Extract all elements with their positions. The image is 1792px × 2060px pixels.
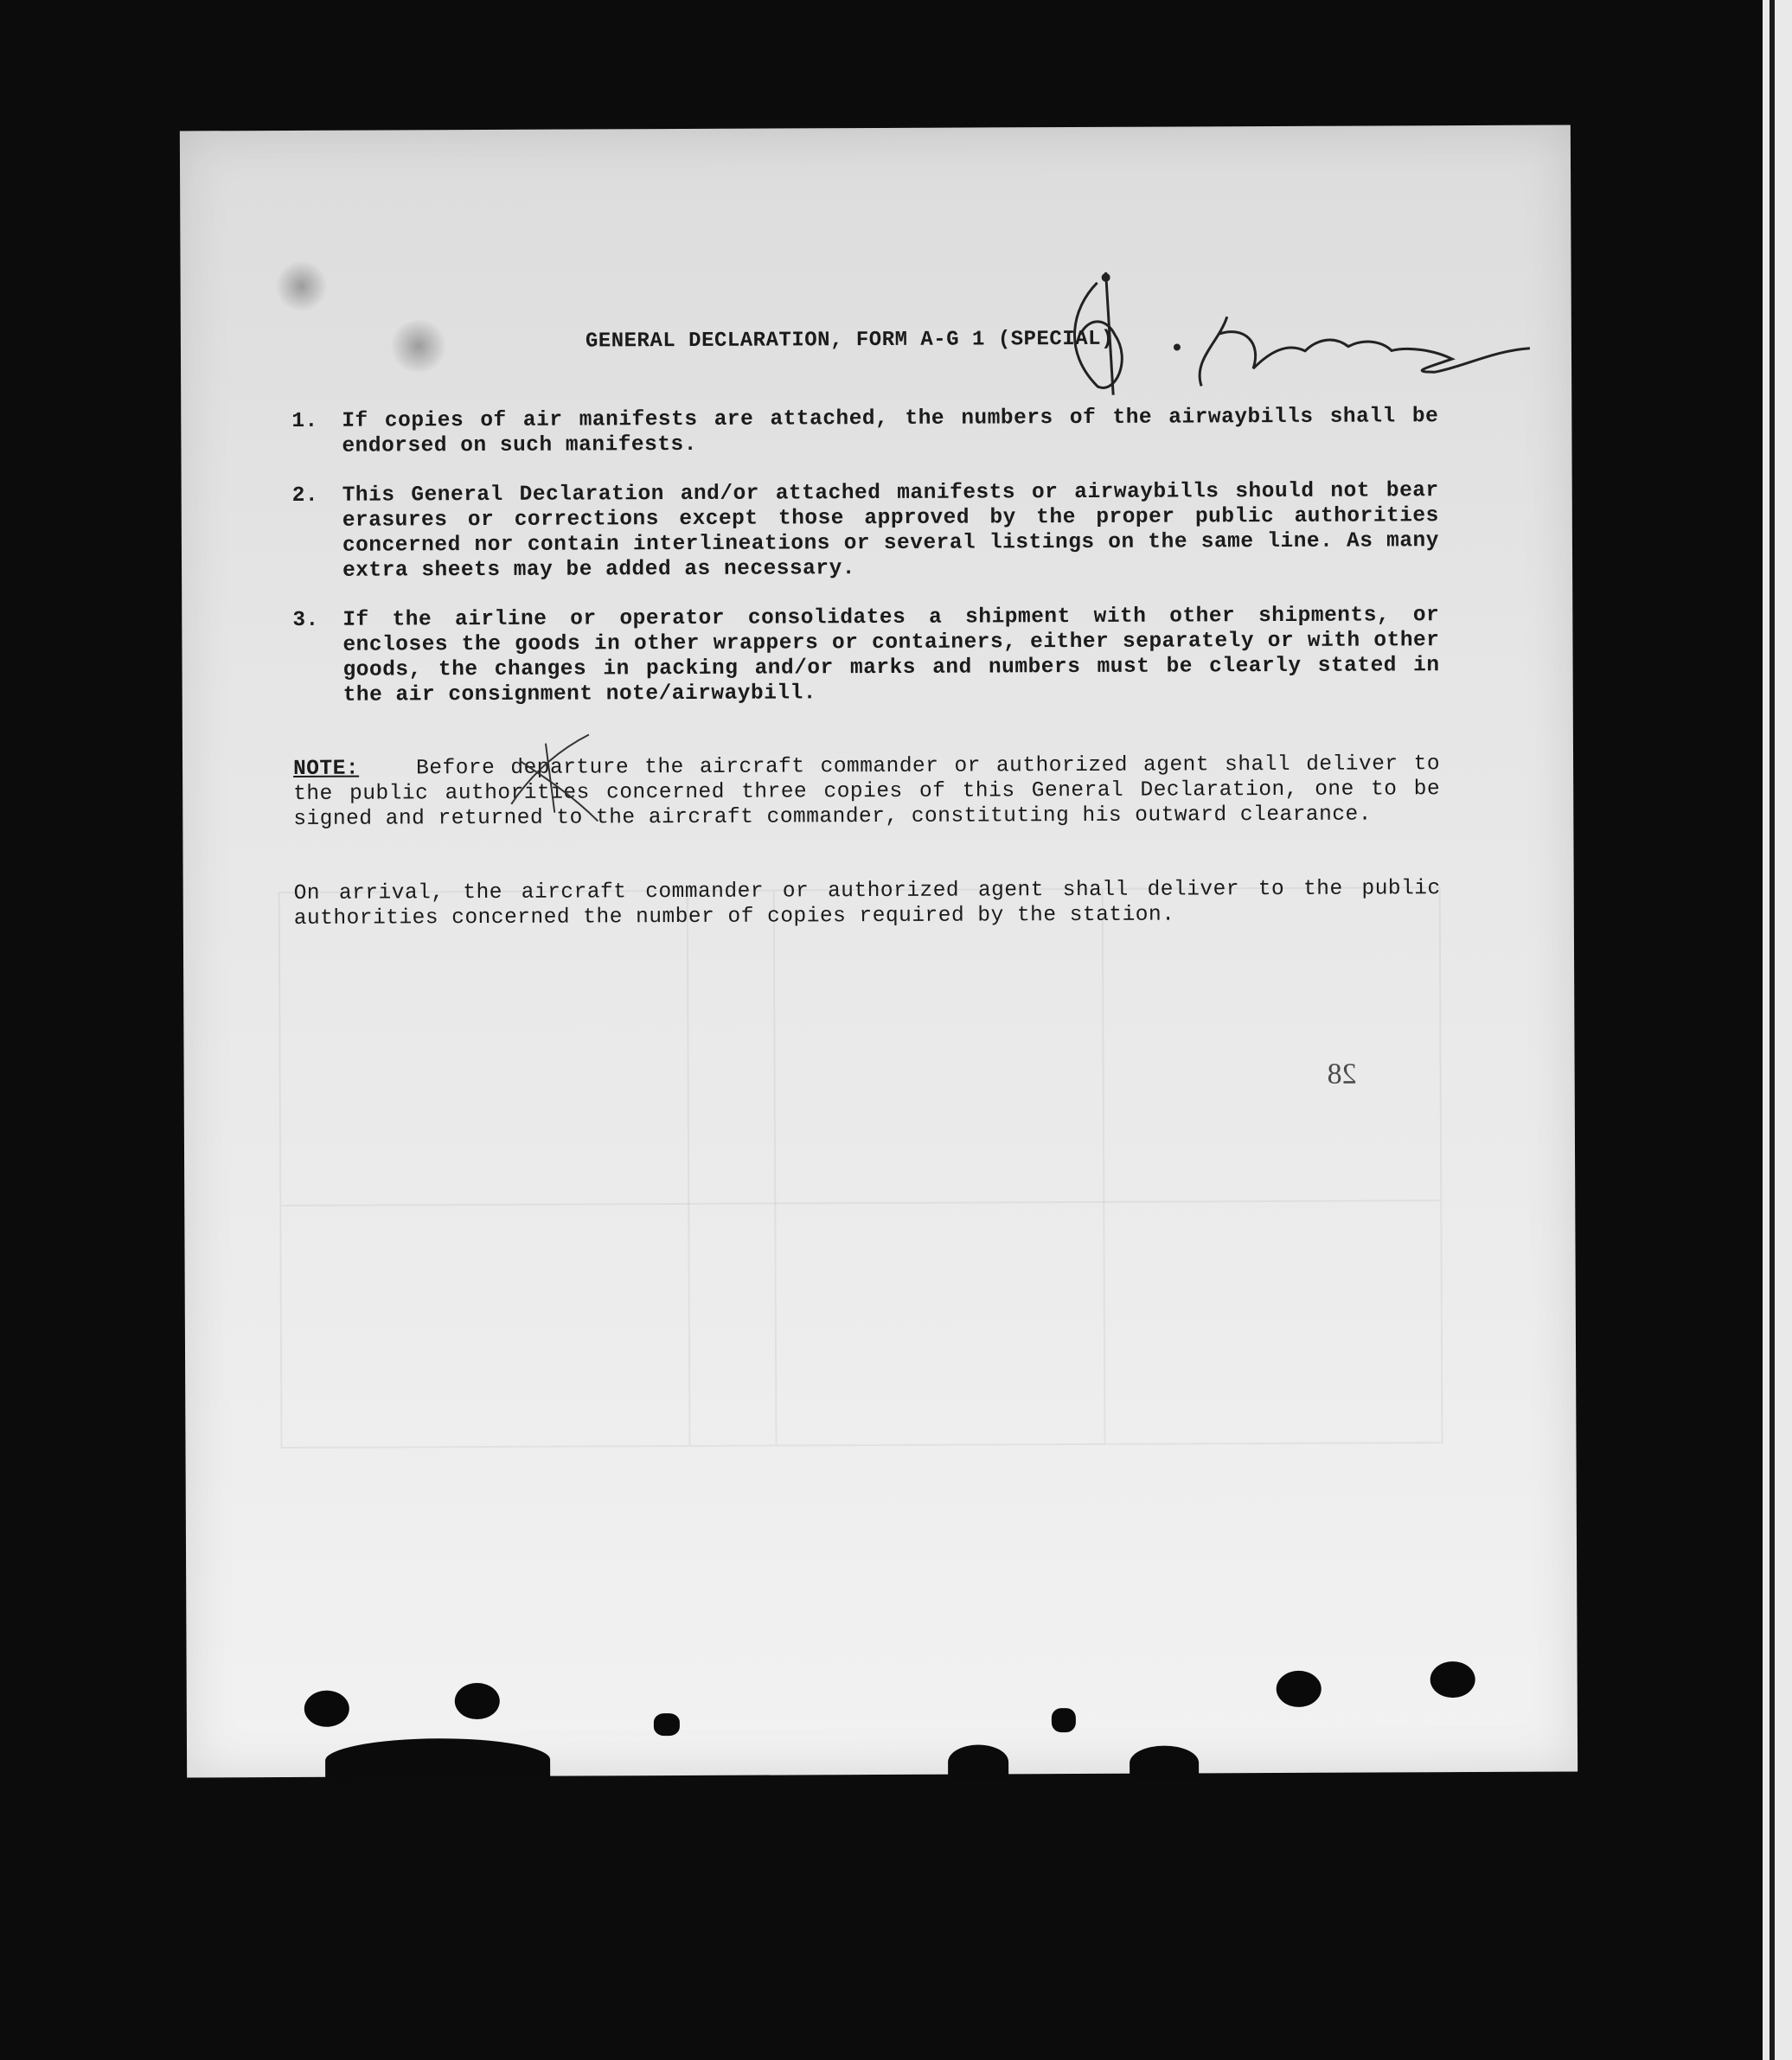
punch-hole xyxy=(304,1691,349,1727)
page-number: 28 xyxy=(1327,1058,1357,1091)
torn-edge xyxy=(948,1744,1008,1779)
departure-note xyxy=(293,752,1440,832)
torn-edge xyxy=(1052,1708,1076,1732)
instruction-number: 3. xyxy=(292,608,319,632)
punch-hole xyxy=(455,1683,500,1719)
punch-hole xyxy=(1277,1671,1322,1707)
bleed-through-table xyxy=(278,886,1443,1449)
note-label: NOTE: xyxy=(293,757,360,781)
document-sheet xyxy=(180,125,1578,1778)
note-text: Before departure the aircraft commander or authorized agent shall deliver to the public authorities concerned three copies of this General Declaration, one to be signed and returned to the aircraft commander, constituting his outward clearance. xyxy=(293,752,1441,831)
instruction-item xyxy=(291,404,1438,459)
form-title: GENERAL DECLARATION, FORM A-G 1 (SPECIAL) xyxy=(585,327,1114,354)
arrival-instructions: On arrival, the aircraft commander or authorized agent shall deliver to the public authorities concerned the number of copies required by the station. xyxy=(293,877,1441,931)
torn-edge xyxy=(325,1738,550,1782)
instruction-item xyxy=(292,478,1439,584)
instruction-text: If copies of air manifests are attached, the numbers of the airwaybills shall be endorsed on such manifests. xyxy=(342,405,1439,458)
instruction-number: 1. xyxy=(291,409,318,433)
instruction-text: This General Declaration and/or attached manifests or airwaybills should not bear erasures or corrections except those approved by the proper public authorities concerned nor contain interlineations or several listings on the same line. As many extra sheets may be added as necessary. xyxy=(342,479,1439,583)
torn-edge xyxy=(654,1713,680,1736)
torn-edge xyxy=(1130,1745,1199,1780)
film-edge xyxy=(1763,0,1792,2060)
instruction-text: If the airline or operator consolidates a shipment with other shipments, or encloses the goods in other wrappers or containers, either separately or with other goods, the changes in packing and/or marks and numbers must be clearly stated in the air consignment note/airwaybill. xyxy=(342,604,1440,707)
ink-smudge xyxy=(276,260,328,312)
instruction-item xyxy=(292,603,1439,708)
ink-smudge xyxy=(388,320,449,372)
handwritten-signature xyxy=(1046,264,1531,395)
film-edge-line xyxy=(1770,0,1775,2060)
punch-hole xyxy=(1430,1661,1475,1698)
initials-mark xyxy=(494,726,616,830)
instruction-number: 2. xyxy=(291,483,319,508)
